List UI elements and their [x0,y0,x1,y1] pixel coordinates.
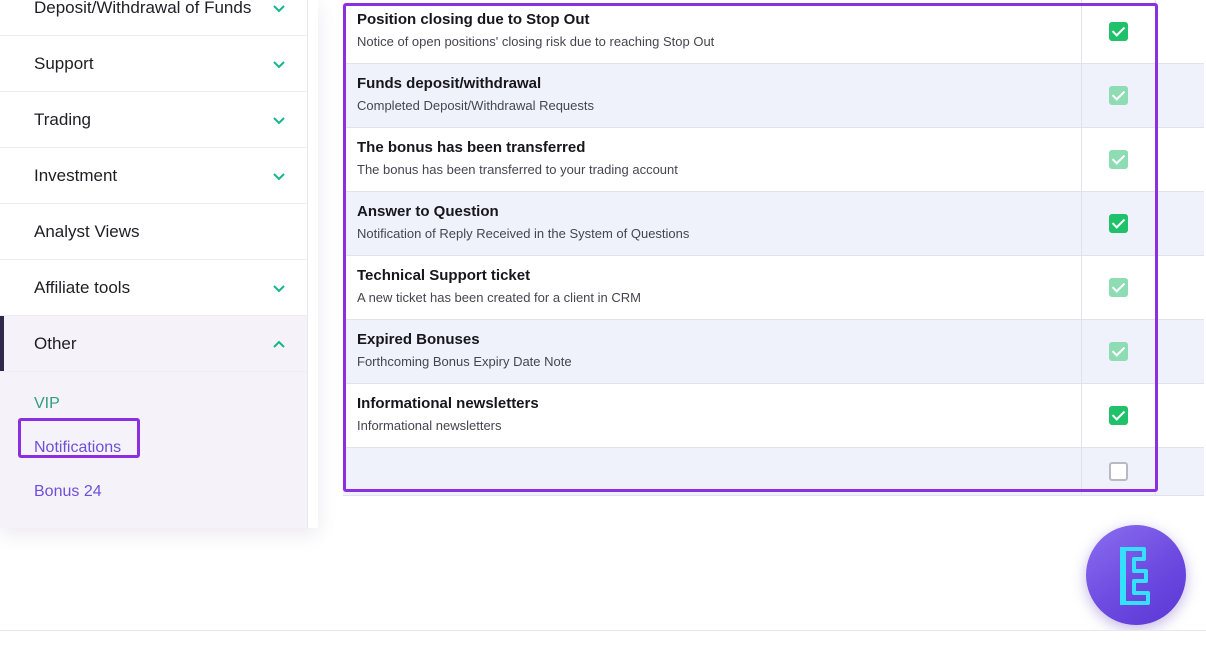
row-subtitle: Notice of open positions' closing risk due to reaching Stop Out [357,34,715,49]
sidebar-item-support[interactable] [0,36,307,92]
sidebar-item-trading[interactable] [0,92,307,148]
row-title: Funds deposit/withdrawal [357,75,542,92]
sidebar-item-label: Investment [34,165,118,185]
sidebar-item-label: Trading [34,109,92,129]
sidebar-subitem-label: Bonus 24 [34,483,102,500]
row-subtitle: The bonus has been transferred to your trading account [357,162,678,177]
sidebar-subitem-label: Notifications [34,439,122,456]
row-title: Position closing due to Stop Out [357,11,590,28]
row-title: Technical Support ticket [357,267,531,284]
row-checkbox[interactable] [1109,278,1128,297]
notifications-table-container [343,0,1156,495]
sidebar-item-label: Deposit/Withdrawal of Funds [34,0,252,17]
chevron-up-icon [271,336,287,352]
sidebar-item-analyst-views[interactable] [0,204,307,260]
notifications-table [343,0,1204,496]
table-row[interactable] [343,64,1204,128]
row-extra-cell [1155,448,1204,496]
sidebar-subnav [0,372,307,528]
sidebar-item-investment[interactable] [0,148,307,204]
table-row[interactable] [343,320,1204,384]
row-checkbox[interactable] [1109,86,1128,105]
row-extra-cell [1155,256,1204,320]
table-row[interactable] [343,384,1204,448]
bottom-bar [0,630,1206,645]
row-extra-cell [1155,192,1204,256]
sidebar [0,0,308,528]
row-title: Informational newsletters [357,395,539,412]
row-subtitle: Informational newsletters [357,418,502,433]
row-title: Expired Bonuses [357,331,480,348]
sidebar-item-label: Other [34,333,77,353]
row-checkbox[interactable] [1109,462,1128,481]
row-checkbox[interactable] [1109,342,1128,361]
row-checkbox[interactable] [1109,22,1128,41]
sidebar-item-deposit-withdrawal[interactable] [0,0,307,36]
row-extra-cell [1155,384,1204,448]
row-subtitle: A new ticket has been created for a client in CRM [357,290,641,305]
sidebar-item-label: Analyst Views [34,221,140,241]
row-checkbox[interactable] [1109,406,1128,425]
chevron-down-icon [271,112,287,128]
brand-logo-icon[interactable] [1086,525,1186,625]
row-title: Answer to Question [357,203,499,220]
row-extra-cell [1155,128,1204,192]
sidebar-item-affiliate-tools[interactable] [0,260,307,316]
sidebar-item-label: Affiliate tools [34,277,131,297]
row-checkbox[interactable] [1109,150,1128,169]
row-extra-cell [1155,0,1204,64]
table-row[interactable] [343,256,1204,320]
table-row[interactable] [343,0,1204,64]
row-extra-cell [1155,64,1204,128]
sidebar-item-other[interactable] [0,316,307,372]
sidebar-item-notifications[interactable] [0,426,307,470]
sidebar-item-vip[interactable] [0,382,307,426]
row-subtitle: Notification of Reply Received in the System of Questions [357,226,690,241]
table-row[interactable] [343,448,1204,496]
chevron-down-icon [271,0,287,16]
row-checkbox[interactable] [1109,214,1128,233]
table-row[interactable] [343,192,1204,256]
sidebar-subitem-label: VIP [34,395,60,412]
row-subtitle: Forthcoming Bonus Expiry Date Note [357,354,572,369]
row-extra-cell [1155,320,1204,384]
chevron-down-icon [271,280,287,296]
chevron-down-icon [271,168,287,184]
sidebar-item-label: Support [34,53,94,73]
table-row[interactable] [343,128,1204,192]
sidebar-item-bonus-24[interactable] [0,470,307,514]
chevron-down-icon [271,56,287,72]
row-subtitle: Completed Deposit/Withdrawal Requests [357,98,594,113]
row-title: The bonus has been transferred [357,139,586,156]
